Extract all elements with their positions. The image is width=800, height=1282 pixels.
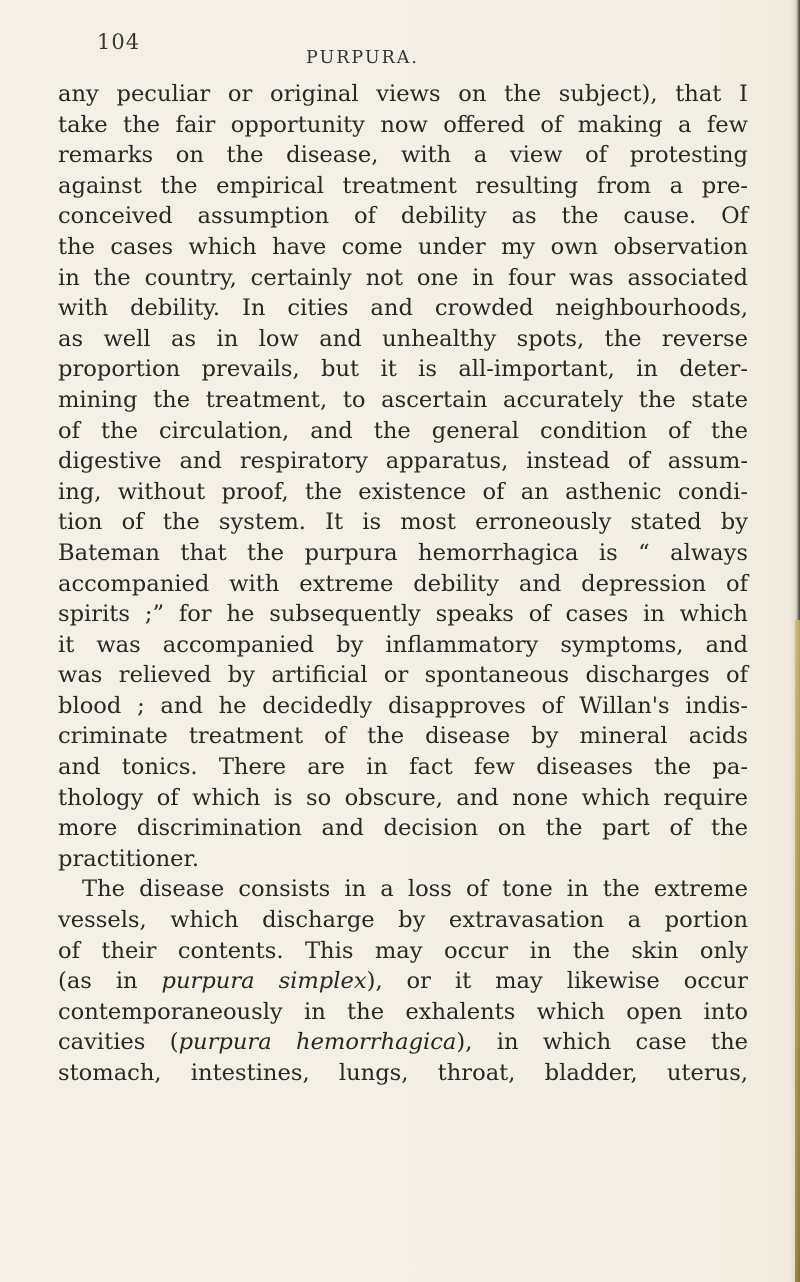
gilt-edge (795, 620, 800, 1282)
text-line: of the circulation, and the general condition of the (58, 417, 748, 444)
text-line: Bateman that the purpura hemorrhagica is “ always (58, 539, 748, 566)
text-line: contemporaneously in the exhalents which open into (58, 998, 748, 1025)
text-line: accompanied with extreme debility and depression of (58, 570, 748, 597)
text-line: spirits ;” for he subsequently speaks of cases in which (58, 601, 748, 628)
text-line: with debility. In cities and crowded neighbourhoods, (58, 295, 748, 322)
text-line: vessels, which discharge by extravasation a portion (58, 907, 748, 934)
text-line: of their contents. This may occur in the skin only (58, 937, 748, 964)
text-line: ing, without proof, the existence of an asthenic condi- (58, 478, 748, 505)
text-line: tion of the system. It is most erroneously stated by (58, 509, 748, 536)
text-segment: ), in which case the (456, 1029, 748, 1056)
text-line: remarks on the disease, with a view of protesting (58, 142, 748, 169)
text-line: stomach, intestines, lungs, throat, bladder, uterus, (58, 1060, 748, 1086)
text-line: conceived assumption of debility as the cause. Of (58, 203, 748, 230)
text-line: and tonics. There are in fact few diseases the pa- (58, 754, 748, 781)
text-line: against the empirical treatment resulting from a pre- (58, 172, 748, 199)
paragraph-first-line: The disease consists in a loss of tone in the extreme (82, 876, 748, 903)
text-line: as well as in low and unhealthy spots, the reverse (58, 325, 748, 352)
italic-term-purpura-simplex: purpura simplex (161, 968, 367, 995)
text-segment: ), or it may likewise occur (366, 968, 748, 995)
text-line: criminate treatment of the disease by mineral acids (58, 723, 748, 750)
text-line: more discrimination and decision on the part of the (58, 815, 748, 842)
text-line: take the fair opportunity now offered of making a few (58, 111, 748, 138)
text-line: any peculiar or original views on the subject), that I (58, 81, 748, 107)
text-segment: (as in (58, 968, 162, 995)
text-line (58, 1027, 748, 1058)
text-line: digestive and respiratory apparatus, instead of assum- (58, 448, 748, 475)
page-number: 104 (97, 30, 141, 54)
text-line: thology of which is so obscure, and none which require (58, 784, 748, 811)
text-line: it was accompanied by inflammatory symptoms, and (58, 631, 748, 658)
text-line: mining the treatment, to ascertain accurately the state (58, 386, 748, 413)
text-line: was relieved by artificial or spontaneous discharges of (58, 662, 748, 689)
text-line: the cases which have come under my own observation (58, 233, 748, 260)
text-line: practitioner. (58, 845, 200, 872)
body-text (58, 79, 748, 1089)
text-line: blood ; and he decidedly disapproves of Willan's indis- (58, 692, 748, 719)
text-line (58, 966, 748, 997)
text-line: in the country, certainly not one in four was associated (58, 264, 748, 291)
text-segment: cavities ( (58, 1029, 179, 1056)
italic-term-purpura-hemorrhagica: purpura hemorrhagica (178, 1029, 457, 1056)
text-line: proportion prevails, but it is all-important, in deter- (58, 356, 748, 383)
running-title: PURPURA. (306, 48, 419, 68)
